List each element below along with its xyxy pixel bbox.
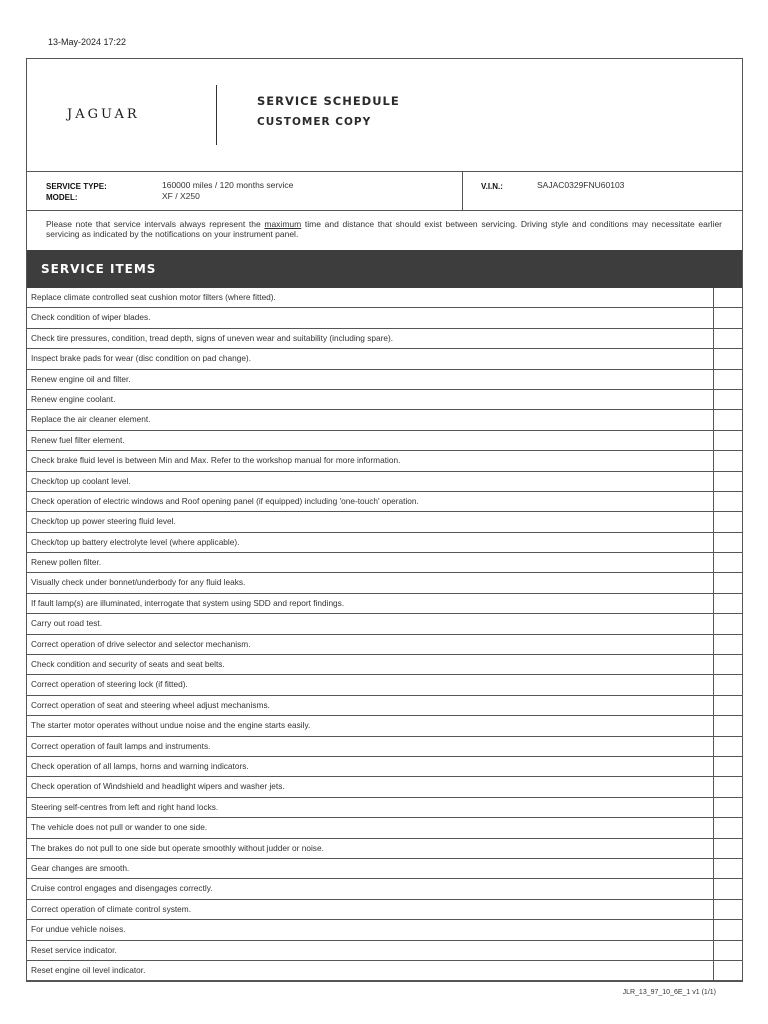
service-item-text: Check operation of electric windows and Roof opening panel (if equipped) including 'one-touch' operation.: [31, 495, 419, 506]
service-item-row: [27, 431, 742, 451]
service-item-text: Check/top up coolant level.: [31, 475, 131, 486]
service-item-text: Reset engine oil level indicator.: [31, 964, 146, 975]
service-item-text: Replace climate controlled seat cushion motor filters (where fitted).: [31, 292, 276, 302]
info-divider: [462, 172, 463, 210]
service-item-checkbox[interactable]: [713, 859, 742, 878]
service-item-text: For undue vehicle noises.: [31, 924, 126, 935]
service-item-checkbox[interactable]: [713, 961, 742, 980]
vin-label: V.I.N.:: [481, 182, 503, 191]
service-item-checkbox[interactable]: [713, 308, 742, 327]
service-item-row: [27, 553, 742, 573]
service-item-row: [27, 777, 742, 797]
service-item-row: [27, 451, 742, 471]
service-item-text: Renew fuel filter element.: [31, 434, 125, 445]
service-item-checkbox[interactable]: [713, 716, 742, 735]
service-type-label: SERVICE TYPE:: [46, 182, 107, 191]
service-item-text: Check tire pressures, condition, tread depth, signs of uneven wear and suitability (including spare).: [31, 332, 394, 343]
service-item-text: Reset service indicator.: [31, 944, 117, 955]
service-item-checkbox[interactable]: [713, 655, 742, 674]
service-item-text: Renew engine coolant.: [31, 393, 116, 404]
service-item-text: Renew pollen filter.: [31, 557, 102, 568]
service-item-row: [27, 818, 742, 838]
jaguar-logo: JAGUAR: [67, 107, 140, 122]
note-emphasis: maximum: [264, 219, 302, 229]
service-item-row: [27, 410, 742, 430]
service-item-row: [27, 390, 742, 410]
service-item-checkbox[interactable]: [713, 941, 742, 960]
service-item-row: [27, 737, 742, 757]
service-item-checkbox[interactable]: [713, 512, 742, 531]
service-item-checkbox[interactable]: [713, 370, 742, 389]
service-item-row: [27, 492, 742, 512]
service-item-text: Renew engine oil and filter.: [31, 373, 131, 384]
service-item-checkbox[interactable]: [713, 798, 742, 817]
service-item-checkbox[interactable]: [713, 737, 742, 756]
model-value: XF / X250: [162, 191, 200, 201]
service-item-text: Check condition and security of seats and seat belts.: [31, 659, 225, 670]
note-text-start: Please note that service intervals always represent the: [46, 219, 265, 229]
service-item-row: [27, 594, 742, 614]
note-text-end: time and distance that should exist between servicing. Driving style and conditions may necessitate earlier servicing as indicated by the notifications on your instrument panel.: [46, 219, 722, 239]
service-item-text: Correct operation of climate control system.: [31, 903, 192, 914]
service-item-row: [27, 655, 742, 675]
service-item-text: Visually check under bonnet/underbody for any fluid leaks.: [31, 577, 246, 588]
service-item-checkbox[interactable]: [713, 573, 742, 592]
service-item-text: Check/top up power steering fluid level.: [31, 516, 176, 527]
service-item-text: Check condition of wiper blades.: [31, 312, 151, 323]
service-item-text: Gear changes are smooth.: [31, 862, 130, 873]
document-title: SERVICE SCHEDULE: [257, 94, 400, 108]
service-item-text: Carry out road test.: [31, 618, 103, 629]
service-item-checkbox[interactable]: [713, 900, 742, 919]
service-item-checkbox[interactable]: [713, 329, 742, 348]
service-item-row: [27, 329, 742, 349]
service-item-row: [27, 370, 742, 390]
service-item-text: Correct operation of fault lamps and instruments.: [31, 740, 211, 751]
service-item-checkbox[interactable]: [713, 492, 742, 511]
document-reference: JLR_13_97_10_6E_1 v1 (1/1): [622, 989, 716, 996]
service-item-checkbox[interactable]: [713, 920, 742, 939]
service-item-checkbox[interactable]: [713, 818, 742, 837]
service-item-row: [27, 941, 742, 961]
service-item-row: [27, 533, 742, 553]
service-item-checkbox[interactable]: [713, 879, 742, 898]
service-item-row: [27, 288, 742, 308]
service-item-row: [27, 839, 742, 859]
service-item-checkbox[interactable]: [713, 757, 742, 776]
service-item-text: Check operation of Windshield and headlight wipers and washer jets.: [31, 781, 285, 792]
service-type-value: 160000 miles / 120 months service: [162, 180, 294, 190]
service-item-text: Check operation of all lamps, horns and warning indicators.: [31, 760, 249, 771]
vin-value: SAJAC0329FNU60103: [537, 180, 625, 190]
service-item-row: [27, 879, 742, 899]
section-banner: [27, 250, 742, 288]
service-item-checkbox[interactable]: [713, 349, 742, 368]
model-label: MODEL:: [46, 193, 78, 202]
service-item-checkbox[interactable]: [713, 839, 742, 858]
service-item-row: [27, 308, 742, 328]
service-item-checkbox[interactable]: [713, 410, 742, 429]
service-item-checkbox[interactable]: [713, 288, 742, 307]
document-header: [27, 59, 742, 172]
service-schedule-document: [26, 58, 743, 982]
service-item-checkbox[interactable]: [713, 696, 742, 715]
service-item-row: [27, 472, 742, 492]
service-item-text: The starter motor operates without undue noise and the engine starts easily.: [31, 720, 311, 731]
service-item-checkbox[interactable]: [713, 451, 742, 470]
service-item-text: Check brake fluid level is between Min and Max. Refer to the workshop manual for more information.: [31, 455, 401, 466]
service-item-text: Correct operation of seat and steering wheel adjust mechanisms.: [31, 699, 270, 710]
service-item-row: [27, 900, 742, 920]
service-item-checkbox[interactable]: [713, 390, 742, 409]
service-item-checkbox[interactable]: [713, 472, 742, 491]
service-item-checkbox[interactable]: [713, 533, 742, 552]
service-item-checkbox[interactable]: [713, 614, 742, 633]
document-subtitle: CUSTOMER COPY: [257, 116, 372, 128]
service-item-checkbox[interactable]: [713, 594, 742, 613]
service-item-row: [27, 757, 742, 777]
service-interval-note: [46, 219, 722, 239]
service-item-row: [27, 716, 742, 736]
vehicle-info-section: [27, 172, 742, 211]
service-item-row: [27, 961, 742, 981]
service-item-row: [27, 696, 742, 716]
service-item-text: Steering self-centres from left and right hand locks.: [31, 801, 219, 812]
print-timestamp: 13-May-2024 17:22: [48, 37, 127, 47]
service-item-text: Inspect brake pads for wear (disc condition on pad change).: [31, 353, 251, 364]
service-item-text: Replace the air cleaner element.: [31, 414, 151, 425]
service-item-row: [27, 675, 742, 695]
service-item-row: [27, 512, 742, 532]
service-item-text: Check/top up battery electrolyte level (where applicable).: [31, 536, 240, 547]
service-item-text: Cruise control engages and disengages correctly.: [31, 883, 213, 894]
service-item-text: The vehicle does not pull or wander to one side.: [31, 822, 208, 833]
service-item-text: If fault lamp(s) are illuminated, interrogate that system using SDD and report findings.: [31, 597, 345, 608]
service-item-text: Correct operation of steering lock (if fitted).: [31, 679, 188, 690]
service-item-checkbox[interactable]: [713, 675, 742, 694]
header-divider: [216, 85, 217, 145]
service-item-text: Correct operation of drive selector and selector mechanism.: [31, 638, 251, 649]
service-item-checkbox[interactable]: [713, 635, 742, 654]
service-item-row: [27, 920, 742, 940]
service-item-checkbox[interactable]: [713, 553, 742, 572]
service-items-list: [27, 288, 742, 981]
service-item-row: [27, 635, 742, 655]
service-item-row: [27, 798, 742, 818]
service-item-text: The brakes do not pull to one side but operate smoothly without judder or noise.: [31, 842, 324, 853]
service-item-checkbox[interactable]: [713, 777, 742, 796]
service-item-row: [27, 859, 742, 879]
section-title: SERVICE ITEMS: [41, 262, 157, 276]
service-item-row: [27, 349, 742, 369]
service-item-row: [27, 614, 742, 634]
service-item-checkbox[interactable]: [713, 431, 742, 450]
service-item-row: [27, 573, 742, 593]
